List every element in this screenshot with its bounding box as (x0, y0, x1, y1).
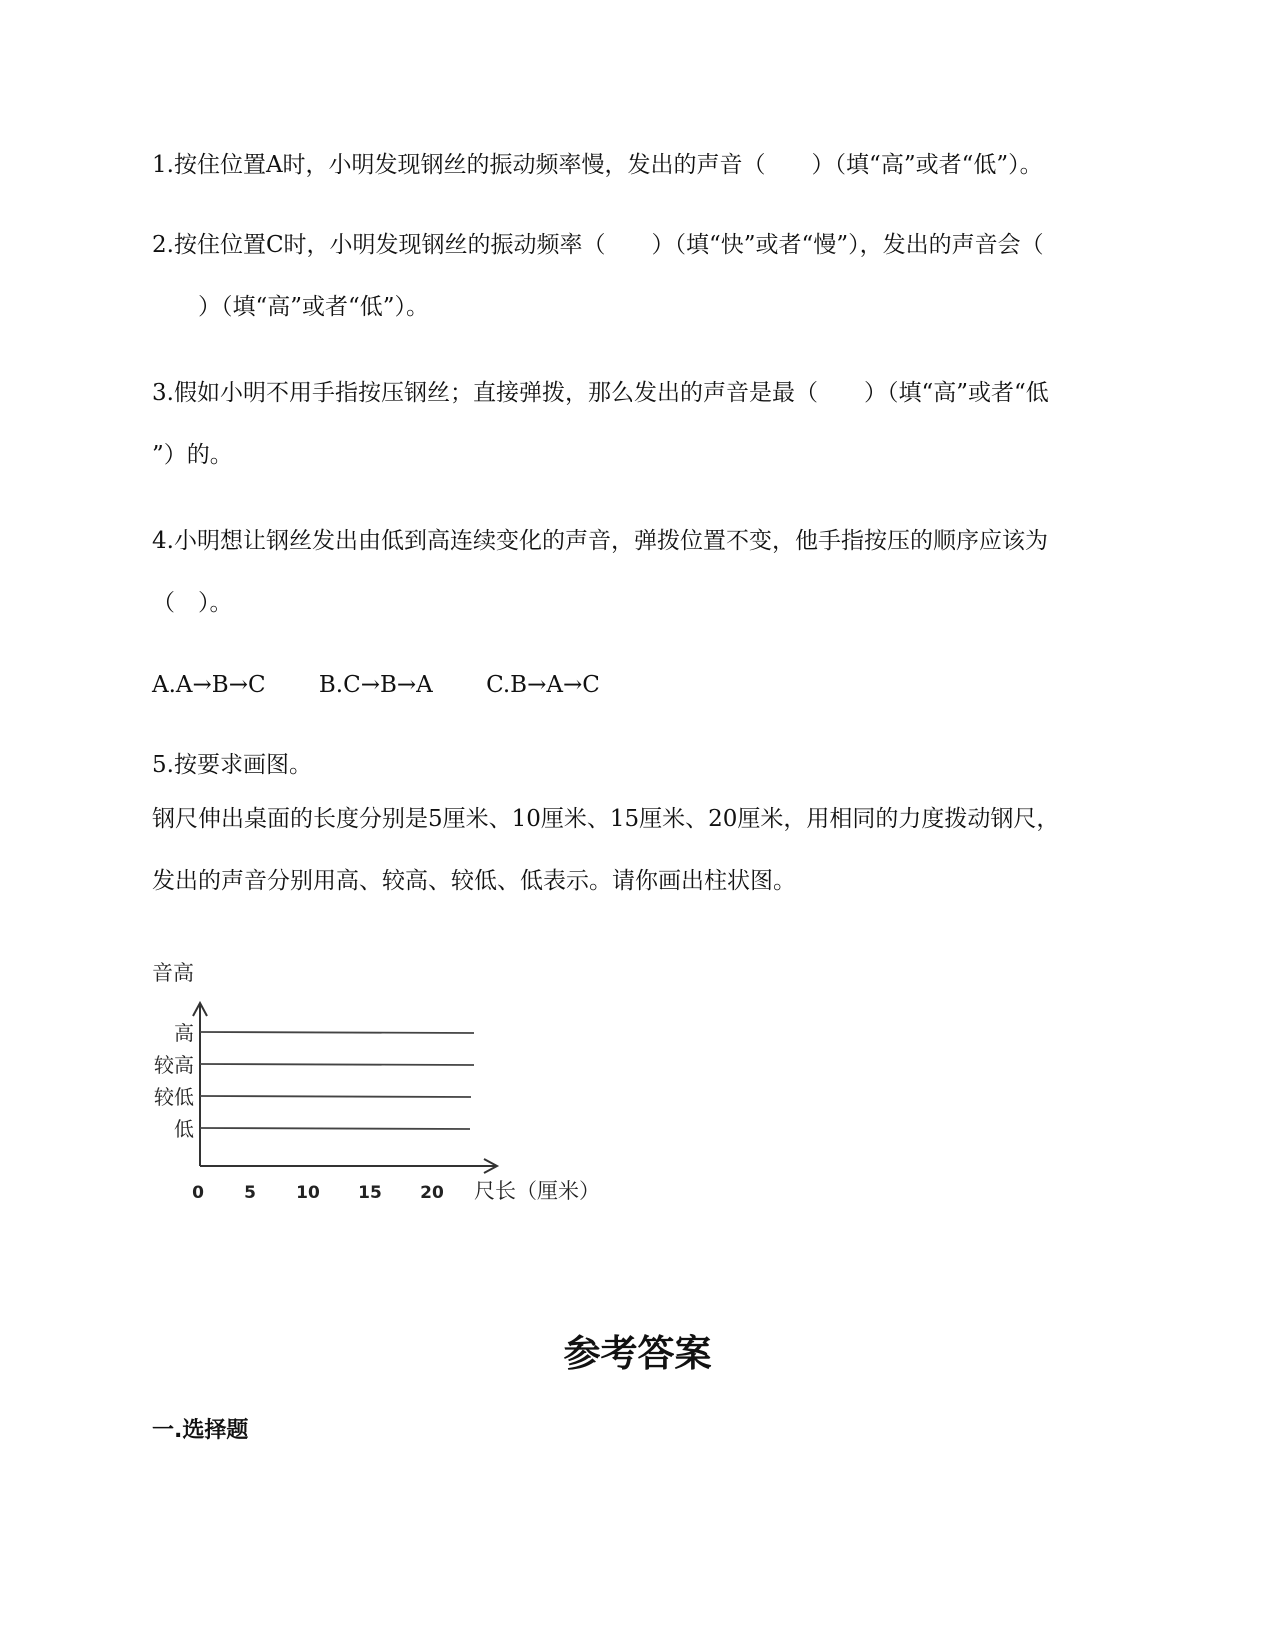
x-axis-label: 尺长（厘米） (474, 1179, 600, 1203)
level-line-0 (200, 1032, 474, 1033)
x-tick-label: 15 (358, 1183, 382, 1203)
option-a: A.A→B→C (152, 672, 266, 698)
y-level-label: 低 (174, 1117, 194, 1141)
question-5-line-1: 钢尺伸出桌面的长度分别是5厘米、10厘米、15厘米、20厘米，用相同的力度拨动钢尺， (152, 806, 1060, 832)
option-c: C.B→A→C (486, 672, 600, 698)
x-tick-label: 10 (296, 1183, 320, 1203)
question-2-line-2: ）（填“高”或者“低”）。 (152, 294, 430, 320)
question-4-options (152, 670, 600, 700)
level-line-1 (200, 1064, 474, 1065)
question-3-line-1: 3.假如小明不用手指按压钢丝；直接弹拨，那么发出的声音是最（ ）（填“高”或者“低 (152, 380, 1049, 406)
section-title: 一.选择题 (152, 1418, 249, 1443)
question-5-title: 5.按要求画图。 (152, 752, 312, 778)
level-line-2 (200, 1096, 471, 1097)
answer-title: 参考答案 (563, 1332, 712, 1375)
x-tick-label: 5 (244, 1183, 256, 1203)
level-line-3 (200, 1128, 470, 1129)
x-tick-label: 0 (192, 1183, 204, 1203)
question-3-line-2: ”）的。 (152, 442, 233, 468)
option-b: B.C→B→A (318, 672, 433, 698)
x-tick-label: 20 (420, 1183, 444, 1203)
question-4-line-1: 4.小明想让钢丝发出由低到高连续变化的声音，弹拨位置不变，他手指按压的顺序应该为 (152, 528, 1048, 554)
pitch-bar-chart (150, 961, 630, 1280)
y-axis-label: 音高 (152, 961, 194, 985)
question-5-line-2: 发出的声音分别用高、较高、较低、低表示。请你画出柱状图。 (152, 868, 796, 894)
y-level-label: 较高 (154, 1053, 194, 1077)
question-1: 1.按住位置A时，小明发现钢丝的振动频率慢，发出的声音（ ）（填“高”或者“低”）。 (152, 152, 1043, 178)
x-tick-group (192, 1183, 444, 1203)
y-level-label: 较低 (154, 1085, 194, 1109)
question-4-line-2: （ ）。 (152, 590, 233, 616)
y-level-group (154, 1021, 474, 1141)
y-level-label: 高 (174, 1021, 194, 1045)
question-2-line-1: 2.按住位置C时，小明发现钢丝的振动频率（ ）（填“快”或者“慢”），发出的声音会（ (152, 232, 1044, 258)
